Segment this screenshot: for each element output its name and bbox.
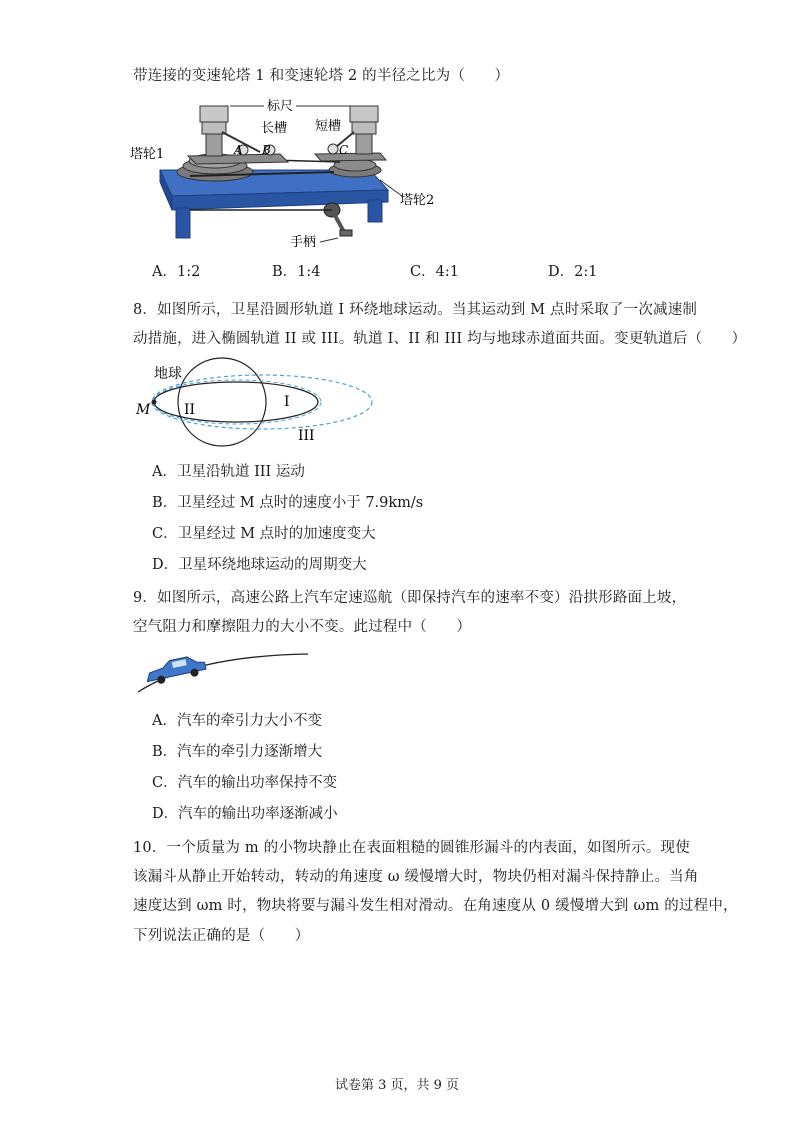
q9-option-d[interactable]: D．汽车的输出功率逐渐减小 — [152, 806, 338, 822]
label-long-slot: 长槽 — [261, 121, 288, 136]
q8-option-a[interactable]: A．卫星沿轨道 III 运动 — [152, 464, 305, 480]
q7-option-a[interactable]: A．1:2 — [152, 264, 201, 280]
q9-option-b[interactable]: B．汽车的牵引力逐渐增大 — [152, 744, 323, 760]
label-tower2: 塔轮2 — [400, 193, 435, 208]
q9-road-figure — [134, 648, 314, 698]
label-tower1: 塔轮1 — [130, 147, 165, 162]
label-c: C — [339, 143, 349, 157]
label-m: M — [136, 402, 151, 418]
q9-option-c[interactable]: C．汽车的输出功率保持不变 — [152, 775, 338, 791]
label-iii: III — [298, 428, 315, 444]
q10-stem-line2: 该漏斗从静止开始转动，转动的角速度 ω 缓慢增大时，物块仍相对漏斗保持静止。当角 — [133, 869, 699, 885]
orbit-i — [154, 382, 318, 422]
car-icon — [144, 654, 207, 687]
label-a: A — [234, 143, 243, 157]
q9-option-a[interactable]: A．汽车的牵引力大小不变 — [152, 713, 322, 729]
label-ruler: 标尺 — [267, 99, 294, 114]
q10-stem-line1: 10．一个质量为 m 的小物块静止在表面粗糙的圆锥形漏斗的内表面，如图所示。现使 — [133, 840, 690, 856]
label-ii: II — [184, 402, 196, 418]
q8-orbit-figure — [132, 360, 412, 450]
q7-option-b[interactable]: B．1:4 — [272, 264, 321, 280]
q8-option-b[interactable]: B．卫星经过 M 点时的速度小于 7.9km/s — [152, 495, 424, 511]
label-i: I — [284, 394, 290, 410]
label-short-slot: 短槽 — [315, 119, 342, 134]
point-m — [152, 400, 157, 405]
q8-option-d[interactable]: D．卫星环绕地球运动的周期变大 — [152, 557, 367, 573]
q9-stem-line2: 空气阻力和摩擦阻力的大小不变。此过程中（ ） — [133, 619, 472, 635]
label-b: B — [262, 143, 271, 157]
q7-option-d[interactable]: D．2:1 — [548, 264, 598, 280]
page-footer: 试卷第 3 页，共 9 页 — [334, 1078, 460, 1093]
q8-stem-line2: 动措施，进入椭圆轨道 II 或 III。轨道 I、II 和 III 均与地球赤道面共面。变更轨道后（ ） — [133, 331, 747, 347]
label-handle: 手柄 — [290, 235, 317, 250]
label-earth: 地球 — [154, 366, 182, 382]
q7-stem-tail: 带连接的变速轮塔 1 和变速轮塔 2 的半径之比为（ ） — [133, 68, 510, 84]
q8-option-c[interactable]: C．卫星经过 M 点时的加速度变大 — [152, 526, 376, 542]
q10-stem-line4: 下列说法正确的是（ ） — [133, 928, 310, 944]
q8-stem-line1: 8．如图所示，卫星沿圆形轨道 I 环绕地球运动。当其运动到 M 点时采取了一次减速制 — [133, 302, 698, 318]
q7-apparatus-figure — [130, 92, 435, 260]
q9-stem-line1: 9．如图所示，高速公路上汽车定速巡航（即保持汽车的速率不变）沿拱形路面上坡， — [133, 590, 687, 606]
q7-option-c[interactable]: C．4:1 — [410, 264, 459, 280]
q10-stem-line3: 速度达到 ωm 时，物块将要与漏斗发生相对滑动。在角速度从 0 缓慢增大到 ωm 的过程中， — [133, 898, 738, 914]
